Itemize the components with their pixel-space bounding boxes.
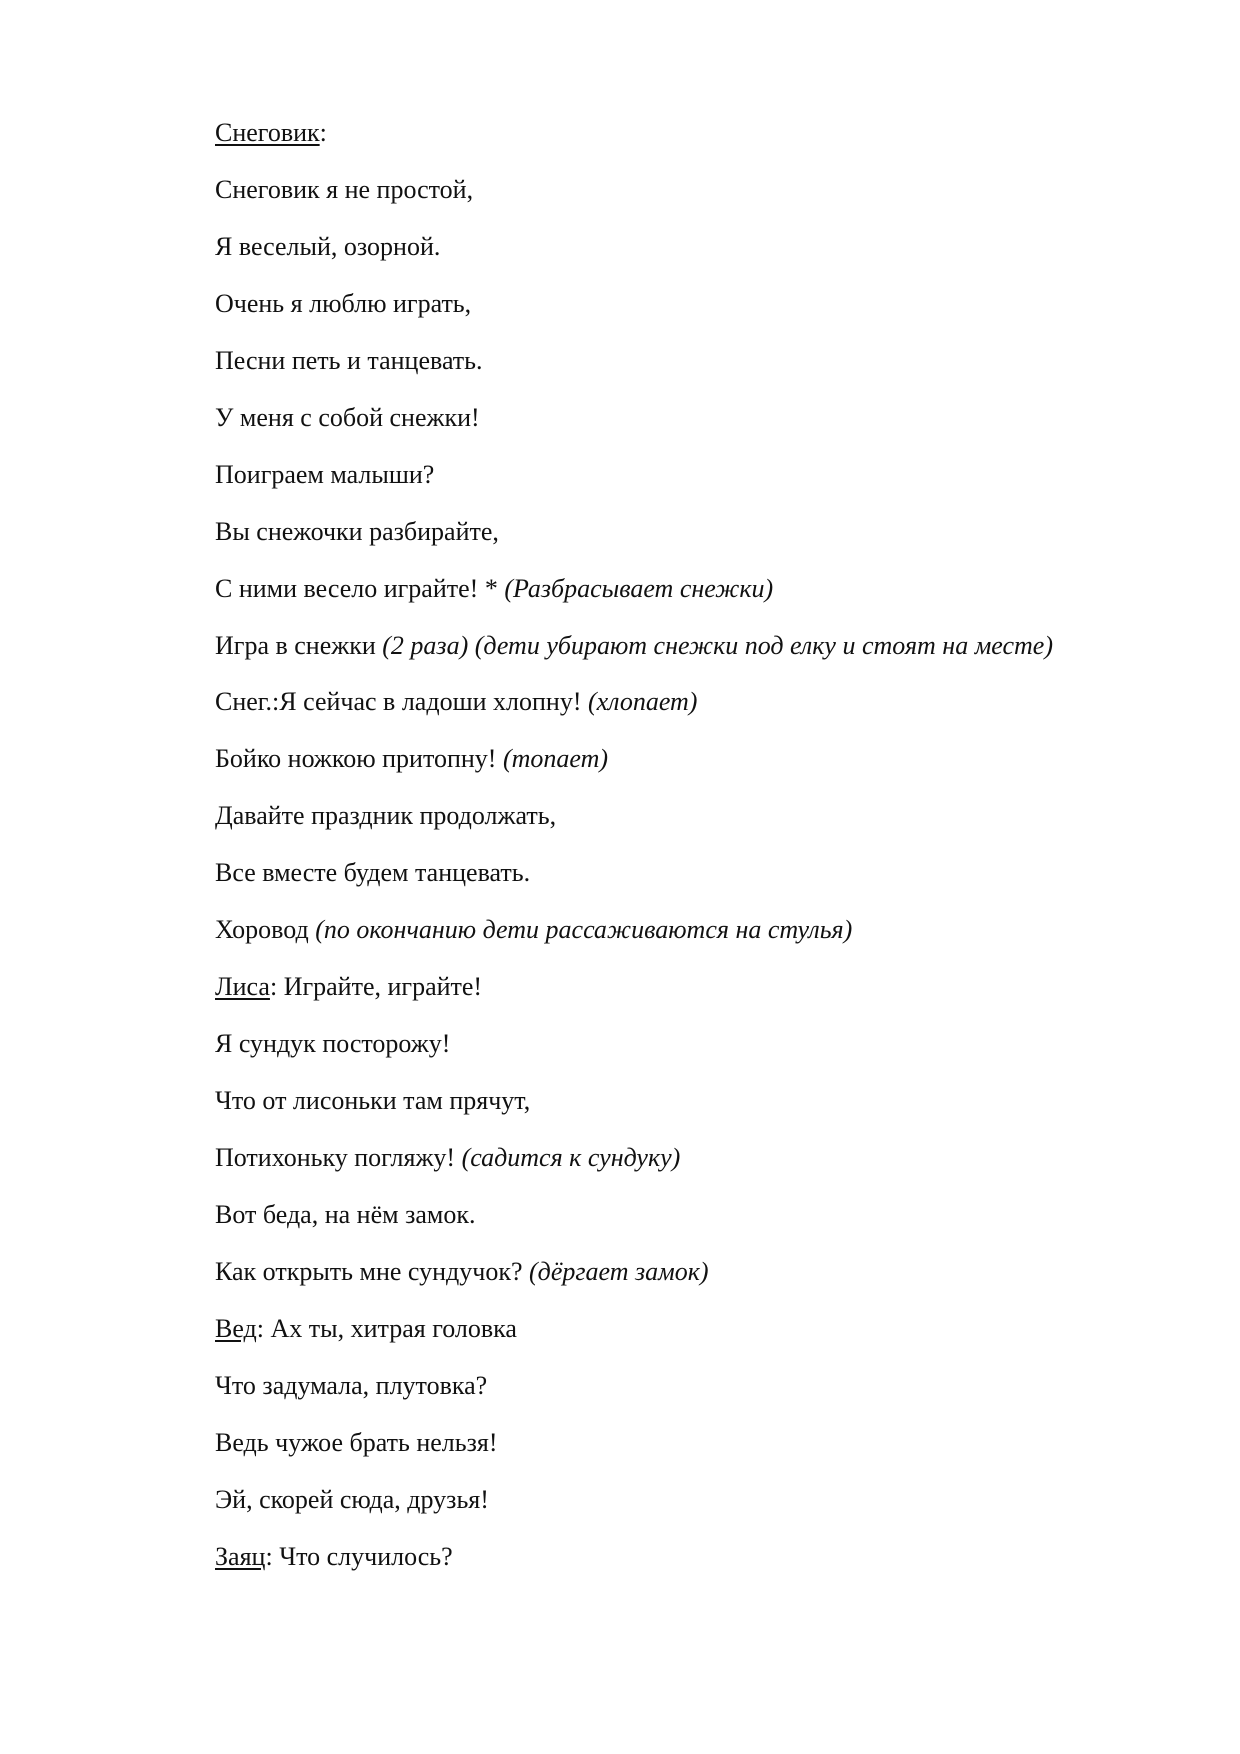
stage-direction: (топает)	[502, 744, 609, 773]
script-line	[177, 345, 1077, 377]
line-text: Игра в снежки	[215, 631, 383, 660]
line-text: Я веселый, озорной.	[215, 232, 441, 261]
script-line	[177, 630, 1077, 662]
script-line	[177, 743, 1077, 775]
speaker-colon: :	[319, 118, 327, 147]
script-line	[177, 1370, 1077, 1402]
line-text: Что от лисоньки там прячут,	[215, 1086, 531, 1115]
script-line	[177, 1199, 1077, 1231]
line-text: Хоровод	[215, 915, 316, 944]
script-line	[177, 914, 1077, 946]
line-text: У меня с собой снежки!	[215, 403, 480, 432]
script-line	[177, 231, 1077, 263]
script-line	[177, 1541, 1077, 1573]
script-line	[177, 686, 1077, 718]
script-line	[177, 1085, 1077, 1117]
line-text: Играйте, играйте!	[283, 972, 483, 1001]
line-text: Эй, скорей сюда, друзья!	[215, 1485, 489, 1514]
speaker-name: Заяц	[215, 1542, 266, 1571]
line-text: Я сундук посторожу!	[215, 1029, 451, 1058]
stage-direction: (дёргает замок)	[529, 1257, 709, 1286]
script-line	[177, 857, 1077, 889]
script-line	[177, 402, 1077, 434]
stage-direction: (по окончанию дети рассаживаются на стулья)	[315, 915, 853, 944]
line-text: Потихоньку погляжу!	[215, 1143, 462, 1172]
script-line	[177, 516, 1077, 548]
speaker-name: Лиса	[215, 972, 270, 1001]
speaker-colon: :	[269, 972, 284, 1001]
line-text: Что задумала, плутовка?	[215, 1371, 488, 1400]
script-line	[177, 573, 1077, 605]
line-text: Поиграем малыши?	[215, 460, 435, 489]
line-text: Вот беда, на нём замок.	[215, 1200, 476, 1229]
script-line	[177, 800, 1077, 832]
speaker-name: Вед	[215, 1314, 257, 1343]
line-text: Что случилось?	[279, 1542, 453, 1571]
stage-direction: (садится к сундуку)	[461, 1143, 681, 1172]
stage-direction: (Разбрасывает снежки)	[504, 574, 774, 603]
speaker-colon: :	[256, 1314, 271, 1343]
line-text: Снег.:Я сейчас в ладоши хлопну!	[215, 687, 588, 716]
script-line	[177, 1427, 1077, 1459]
script-line	[177, 1142, 1077, 1174]
script-line	[177, 971, 1077, 1003]
line-text: Песни петь и танцевать.	[215, 346, 483, 375]
script-line	[177, 1313, 1077, 1345]
stage-direction: (хлопает)	[587, 687, 698, 716]
line-text: Бойко ножкою притопну!	[215, 744, 503, 773]
line-text: Ведь чужое брать нельзя!	[215, 1428, 498, 1457]
line-text: Все вместе будем танцевать.	[215, 858, 531, 887]
line-text: Снеговик я не простой,	[215, 175, 474, 204]
script-line	[177, 1028, 1077, 1060]
line-text: Вы снежочки разбирайте,	[215, 517, 499, 546]
line-text: С ними весело играйте! *	[215, 574, 505, 603]
script-line	[177, 288, 1077, 320]
script-line	[177, 174, 1077, 206]
stage-direction: (2 раза) (дети убирают снежки под елку и стоят на месте)	[382, 631, 1054, 660]
script-line	[177, 1256, 1077, 1288]
speaker-name: Снеговик	[215, 118, 320, 147]
line-text: Очень я люблю играть,	[215, 289, 472, 318]
script-text	[177, 117, 1077, 1598]
script-line	[177, 459, 1077, 491]
script-line	[177, 117, 1077, 149]
line-text: Давайте праздник продолжать,	[215, 801, 557, 830]
speaker-colon: :	[265, 1542, 280, 1571]
script-line	[177, 1484, 1077, 1516]
line-text: Ах ты, хитрая головка	[270, 1314, 517, 1343]
line-text: Как открыть мне сундучок?	[215, 1257, 530, 1286]
